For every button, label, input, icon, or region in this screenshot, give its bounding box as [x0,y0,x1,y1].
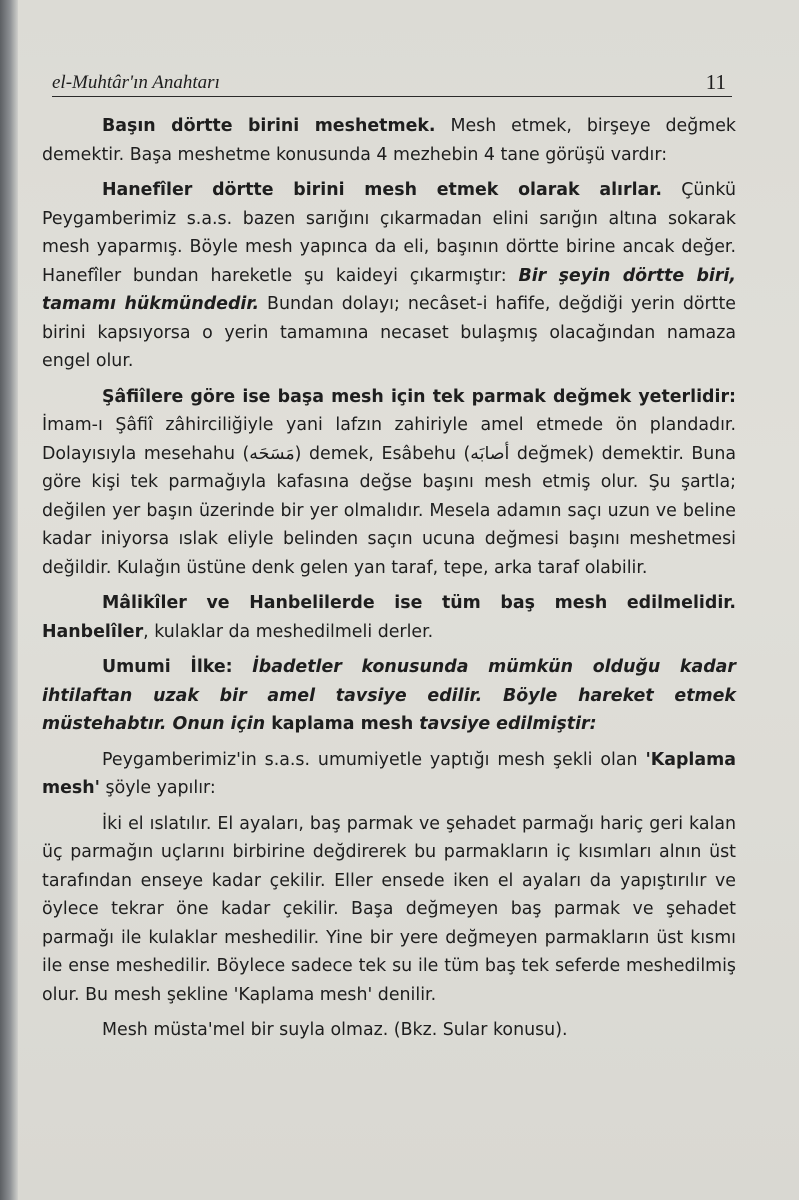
text-run: şöyle yapılır: [99,778,216,798]
paragraph [42,653,736,739]
text-run: , kulaklar da meshedilmeli derler. [143,621,434,642]
text-run: Mâlikîler ve Hanbelilerde ise tüm baş mesh edilmelidir. Hanbelîler [42,593,736,642]
text-run: 'Kaplama mesh' [42,749,736,798]
paragraph [42,746,736,803]
paragraph [42,589,736,646]
text-run: Umumi İlke: [102,657,233,677]
text-run: İbadetler konusunda mümkün olduğu kadar ihtilaftan uzak bir amel tavsiye edilir. Böyle hareket etmek müstehabtır. Onun için [42,657,736,734]
text-run: Bir şeyin dörtte biri, tamamı hükmündedir. [42,265,737,314]
text-run: Hanefîler dörtte birini mesh etmek olarak alırlar. [102,180,662,200]
text-run: Bundan dolayı; necâset-i hafife, değdiği yerin dörtte birini kapsıyorsa o yerin tamamına necaset bulaşmış olacağından namaza engel olur. [42,294,737,371]
paragraph [42,1016,736,1045]
text-run: tavsiye edilmiştir: [419,714,597,734]
paragraph [42,810,736,1010]
text-run: Başın dörtte birini meshetmek. [102,116,436,136]
text-run: İmam-ı Şâfiî zâhirciliğiyle yani lafzın zahiriyle amel etmede ön plandadır. Dolayısıyla mesehahu (مَسَحَه) demek, Esâbehu (أصابَه değmek) demektir. Buna göre kişi tek parmağıyla kafasına değse başını mesh etmiş olur. Şu şartla; değilen yer başın üzerinde bir yer olmalıdır. Mesela adamın saçı uzun ve beline kadar iniyorsa ıslak eliyle belinden saçın ucuna değmesi başını meshetmesi değildir. Kulağın üstüne denk gelen yan taraf, tepe, arka taraf olabilir. [42,415,737,578]
text-run: kaplama mesh [265,714,420,734]
running-title: el-Muhtâr'ın Anahtarı [52,72,220,93]
text-run: Çünkü Peygamberimiz s.a.s. bazen sarığını çıkarmadan elini sarığın altına sokarak mesh yaparmış. Böyle mesh yapınca da eli, başının dörtte birine ancak değer. Hanefîler bundan hareketle şu kaideyi çıkarmıştır: [42,180,736,286]
paragraph [42,176,736,376]
page-header [52,70,732,97]
text-run: İki el ıslatılır. El ayaları, baş parmak ve şehadet parmağı hariç geri kalan üç parmağın uçlarını birbirine değdirerek bu parmakların iç kısımları alnın üst tarafından enseye kadar çekilir. Eller ensede iken el ayaları da yapıştırılır ve öylece tekrar öne kadar çekilir. Başa değmeyen baş parmak ve şehadet parmağı ile kulaklar meshedilir. Yine bir yere değmeyen parmakların üst kısmı ile ense meshedilir. Böylece sadece tek su ile tüm baş tek seferde meshedilmiş olur. Bu mesh şekline 'Kaplama mesh' denilir. [42,813,736,1005]
text-run: Mesh etmek, birşeye değmek demektir. Başa meshetme konusunda 4 mezhebin 4 tane görüşü vardır: [42,116,736,165]
body-text [42,112,736,1052]
text-run: Peygamberimiz'in s.a.s. umumiyetle yaptığı mesh şekli olan [102,749,646,770]
paragraph [42,112,736,169]
paragraph [42,383,736,583]
book-page [18,0,799,1200]
text-run: Mesh müsta'mel bir suyla olmaz. (Bkz. Sular konusu). [102,1020,568,1040]
page-number: 11 [705,70,726,94]
text-run: Şâfiîlere göre ise başa mesh için tek parmak değmek yeterlidir: [102,386,736,407]
